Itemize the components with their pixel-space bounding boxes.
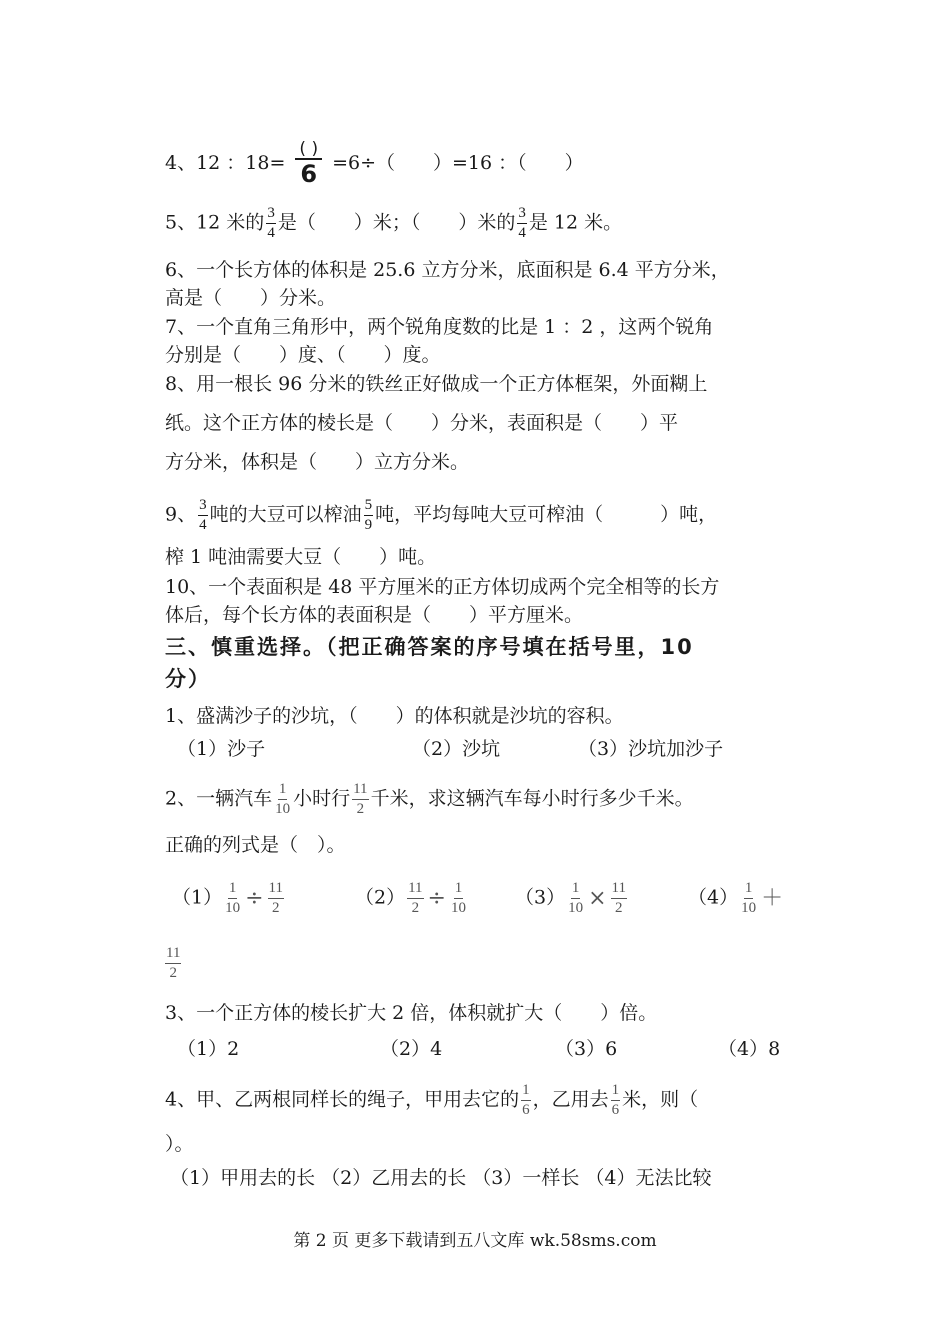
- q9-part3: 吨，平均每吨大豆可榨油（ ）吨，: [375, 503, 718, 526]
- option-3-3-2: （2）4: [380, 1038, 443, 1060]
- fraction: [611, 880, 627, 917]
- question-2-8-line2: 纸。这个正方体的棱长是（ ）分米，表面积是（ ）平: [165, 412, 679, 434]
- s3q4-part2: ，乙用去: [532, 1088, 609, 1111]
- option-3-1-3: （3）沙坑加沙子: [578, 738, 724, 760]
- fraction: [407, 880, 423, 917]
- section-3-heading-line1: 三、慎重选择。（把正确答案的序号填在括号里，10: [165, 635, 694, 659]
- fraction: [611, 1082, 621, 1119]
- fraction-numerator: 3: [198, 497, 208, 516]
- option-3-2-3: [515, 880, 629, 917]
- fraction-numerator: 1: [571, 880, 581, 899]
- fraction-denominator: 2: [169, 965, 177, 981]
- question-2-5: [165, 205, 622, 242]
- option-3-2-4: [688, 880, 785, 917]
- page-footer: 第 2 页 更多下载请到五八文库 wk.58sms.com: [293, 1231, 657, 1251]
- fraction-denominator: 9: [364, 517, 373, 533]
- fraction-numerator: 3: [266, 205, 276, 224]
- question-2-9-line1: [165, 497, 717, 534]
- fraction-numerator: 1: [278, 781, 288, 800]
- question-3-4-options: （1）甲用去的长 （2）乙用去的长 （3）一样长 （4）无法比较: [170, 1167, 712, 1189]
- fraction: [266, 205, 276, 242]
- question-2-10-line2: 体后，每个长方体的表面积是（ ）平方厘米。: [165, 604, 584, 626]
- fraction: [268, 880, 284, 917]
- fraction-denominator: 6: [611, 1102, 620, 1118]
- fraction: [198, 497, 208, 534]
- option-label: （3）: [515, 886, 566, 909]
- fraction: [567, 880, 584, 917]
- question-2-8-line1: 8、用一根长 96 分米的铁丝正好做成一个正方体框架，外面糊上: [165, 373, 708, 395]
- option-3-1-2: （2）沙坑: [412, 738, 501, 760]
- fraction-numerator: 11: [268, 880, 284, 899]
- fraction-denominator: 4: [267, 225, 275, 241]
- plus-sign: ＋: [761, 885, 784, 911]
- option-3-2-4-continued: [163, 945, 183, 982]
- fraction-numerator: 1: [521, 1082, 531, 1101]
- fraction-numerator: 1: [454, 880, 464, 899]
- option-3-3-3: （3）6: [555, 1038, 618, 1060]
- s3q4-part3: 米，则（: [622, 1088, 699, 1111]
- question-3-4-line1: [165, 1082, 698, 1119]
- fraction-denominator: 2: [615, 900, 623, 916]
- fraction-denominator: 10: [275, 801, 291, 817]
- question-2-4: [165, 140, 584, 188]
- option-3-3-4: （4）8: [718, 1038, 781, 1060]
- fraction-denominator: 2: [356, 801, 365, 817]
- q5-part3: 是 12 米。: [528, 211, 623, 234]
- fraction: [450, 880, 467, 917]
- fraction-denominator: 6: [522, 1102, 530, 1118]
- fraction: [352, 781, 368, 818]
- option-label: （1）: [172, 886, 223, 909]
- question-2-9-line2: 榨 1 吨油需要大豆（ ）吨。: [165, 546, 437, 568]
- fraction-denominator: 10: [568, 900, 584, 916]
- question-3-4-line2: ）。: [165, 1133, 194, 1155]
- big-fraction-denominator: 6: [300, 160, 318, 188]
- fraction-denominator: 4: [199, 517, 207, 533]
- big-fraction: [295, 140, 322, 188]
- fraction: [165, 945, 181, 982]
- fraction-numerator: 11: [407, 880, 423, 899]
- fraction: [224, 880, 241, 917]
- question-3-3: 3、一个正方体的棱长扩大 2 倍，体积就扩大（ ）倍。: [165, 1002, 658, 1024]
- question-3-2-line2: 正确的列式是（ ）。: [165, 834, 346, 856]
- fraction-denominator: 2: [411, 900, 420, 916]
- q9-part1: 9、: [165, 503, 197, 526]
- question-3-2-line1: [165, 781, 694, 818]
- s3q2-part2: 小时行: [293, 787, 351, 810]
- question-2-6-line2: 高是（ ）分米。: [165, 287, 337, 309]
- q5-part2: 是（ ）米；（ ）米的: [277, 211, 516, 234]
- fraction-numerator: 1: [228, 880, 238, 899]
- multiply-sign: ×: [588, 885, 607, 911]
- option-label: （4）: [688, 886, 739, 909]
- q5-part1: 5、12 米的: [165, 211, 265, 234]
- fraction: [274, 781, 291, 818]
- q9-part2: 吨的大豆可以榨油: [209, 503, 362, 526]
- fraction-numerator: 3: [517, 205, 527, 224]
- question-2-7-line1: 7、一个直角三角形中，两个锐角度数的比是 1 ：2 ，这两个锐角: [165, 316, 714, 338]
- fraction-numerator: 11: [352, 781, 368, 800]
- big-fraction-numerator: ( ): [295, 140, 322, 160]
- option-3-1-1: （1）沙子: [177, 738, 266, 760]
- question-2-6-line1: 6、一个长方体的体积是 25.6 立方分米，底面积是 6.4 平方分米，: [165, 259, 730, 281]
- fraction-numerator: 1: [744, 880, 754, 899]
- fraction-denominator: 2: [272, 900, 280, 916]
- fraction-numerator: 11: [611, 880, 627, 899]
- option-3-3-1: （1）2: [177, 1038, 240, 1060]
- q4-prefix: 4、12 ：18=: [165, 152, 286, 174]
- fraction-denominator: 10: [225, 900, 241, 916]
- fraction-numerator: 11: [165, 945, 181, 964]
- fraction-numerator: 5: [364, 497, 374, 516]
- option-3-2-1: [172, 880, 286, 917]
- fraction: [364, 497, 374, 534]
- question-2-8-line3: 方分米，体积是（ ）立方分米。: [165, 451, 470, 473]
- fraction: [517, 205, 527, 242]
- option-label: （2）: [355, 886, 406, 909]
- section-3-heading-line2: 分）: [165, 667, 211, 691]
- fraction-numerator: 1: [611, 1082, 621, 1101]
- s3q2-part1: 2、一辆汽车: [165, 787, 273, 810]
- s3q2-part3: 千米，求这辆汽车每小时行多少千米。: [370, 787, 694, 810]
- question-2-10-line1: 10、一个表面积是 48 平方厘米的正方体切成两个完全相等的长方: [165, 576, 720, 598]
- question-3-1: 1、盛满沙子的沙坑，（ ）的体积就是沙坑的容积。: [165, 705, 624, 727]
- fraction: [740, 880, 757, 917]
- divide-sign: ÷: [427, 885, 446, 911]
- fraction-denominator: 4: [518, 225, 526, 241]
- q4-suffix: =6÷（ ）=16 ：（ ）: [332, 152, 584, 174]
- option-3-2-2: [355, 880, 469, 917]
- question-2-7-line2: 分别是（ ）度、（ ）度。: [165, 344, 441, 366]
- s3q4-part1: 4、甲、乙两根同样长的绳子，甲用去它的: [165, 1088, 520, 1111]
- fraction-denominator: 10: [741, 900, 757, 916]
- divide-sign: ÷: [245, 885, 264, 911]
- fraction: [521, 1082, 531, 1119]
- fraction-denominator: 10: [450, 900, 466, 916]
